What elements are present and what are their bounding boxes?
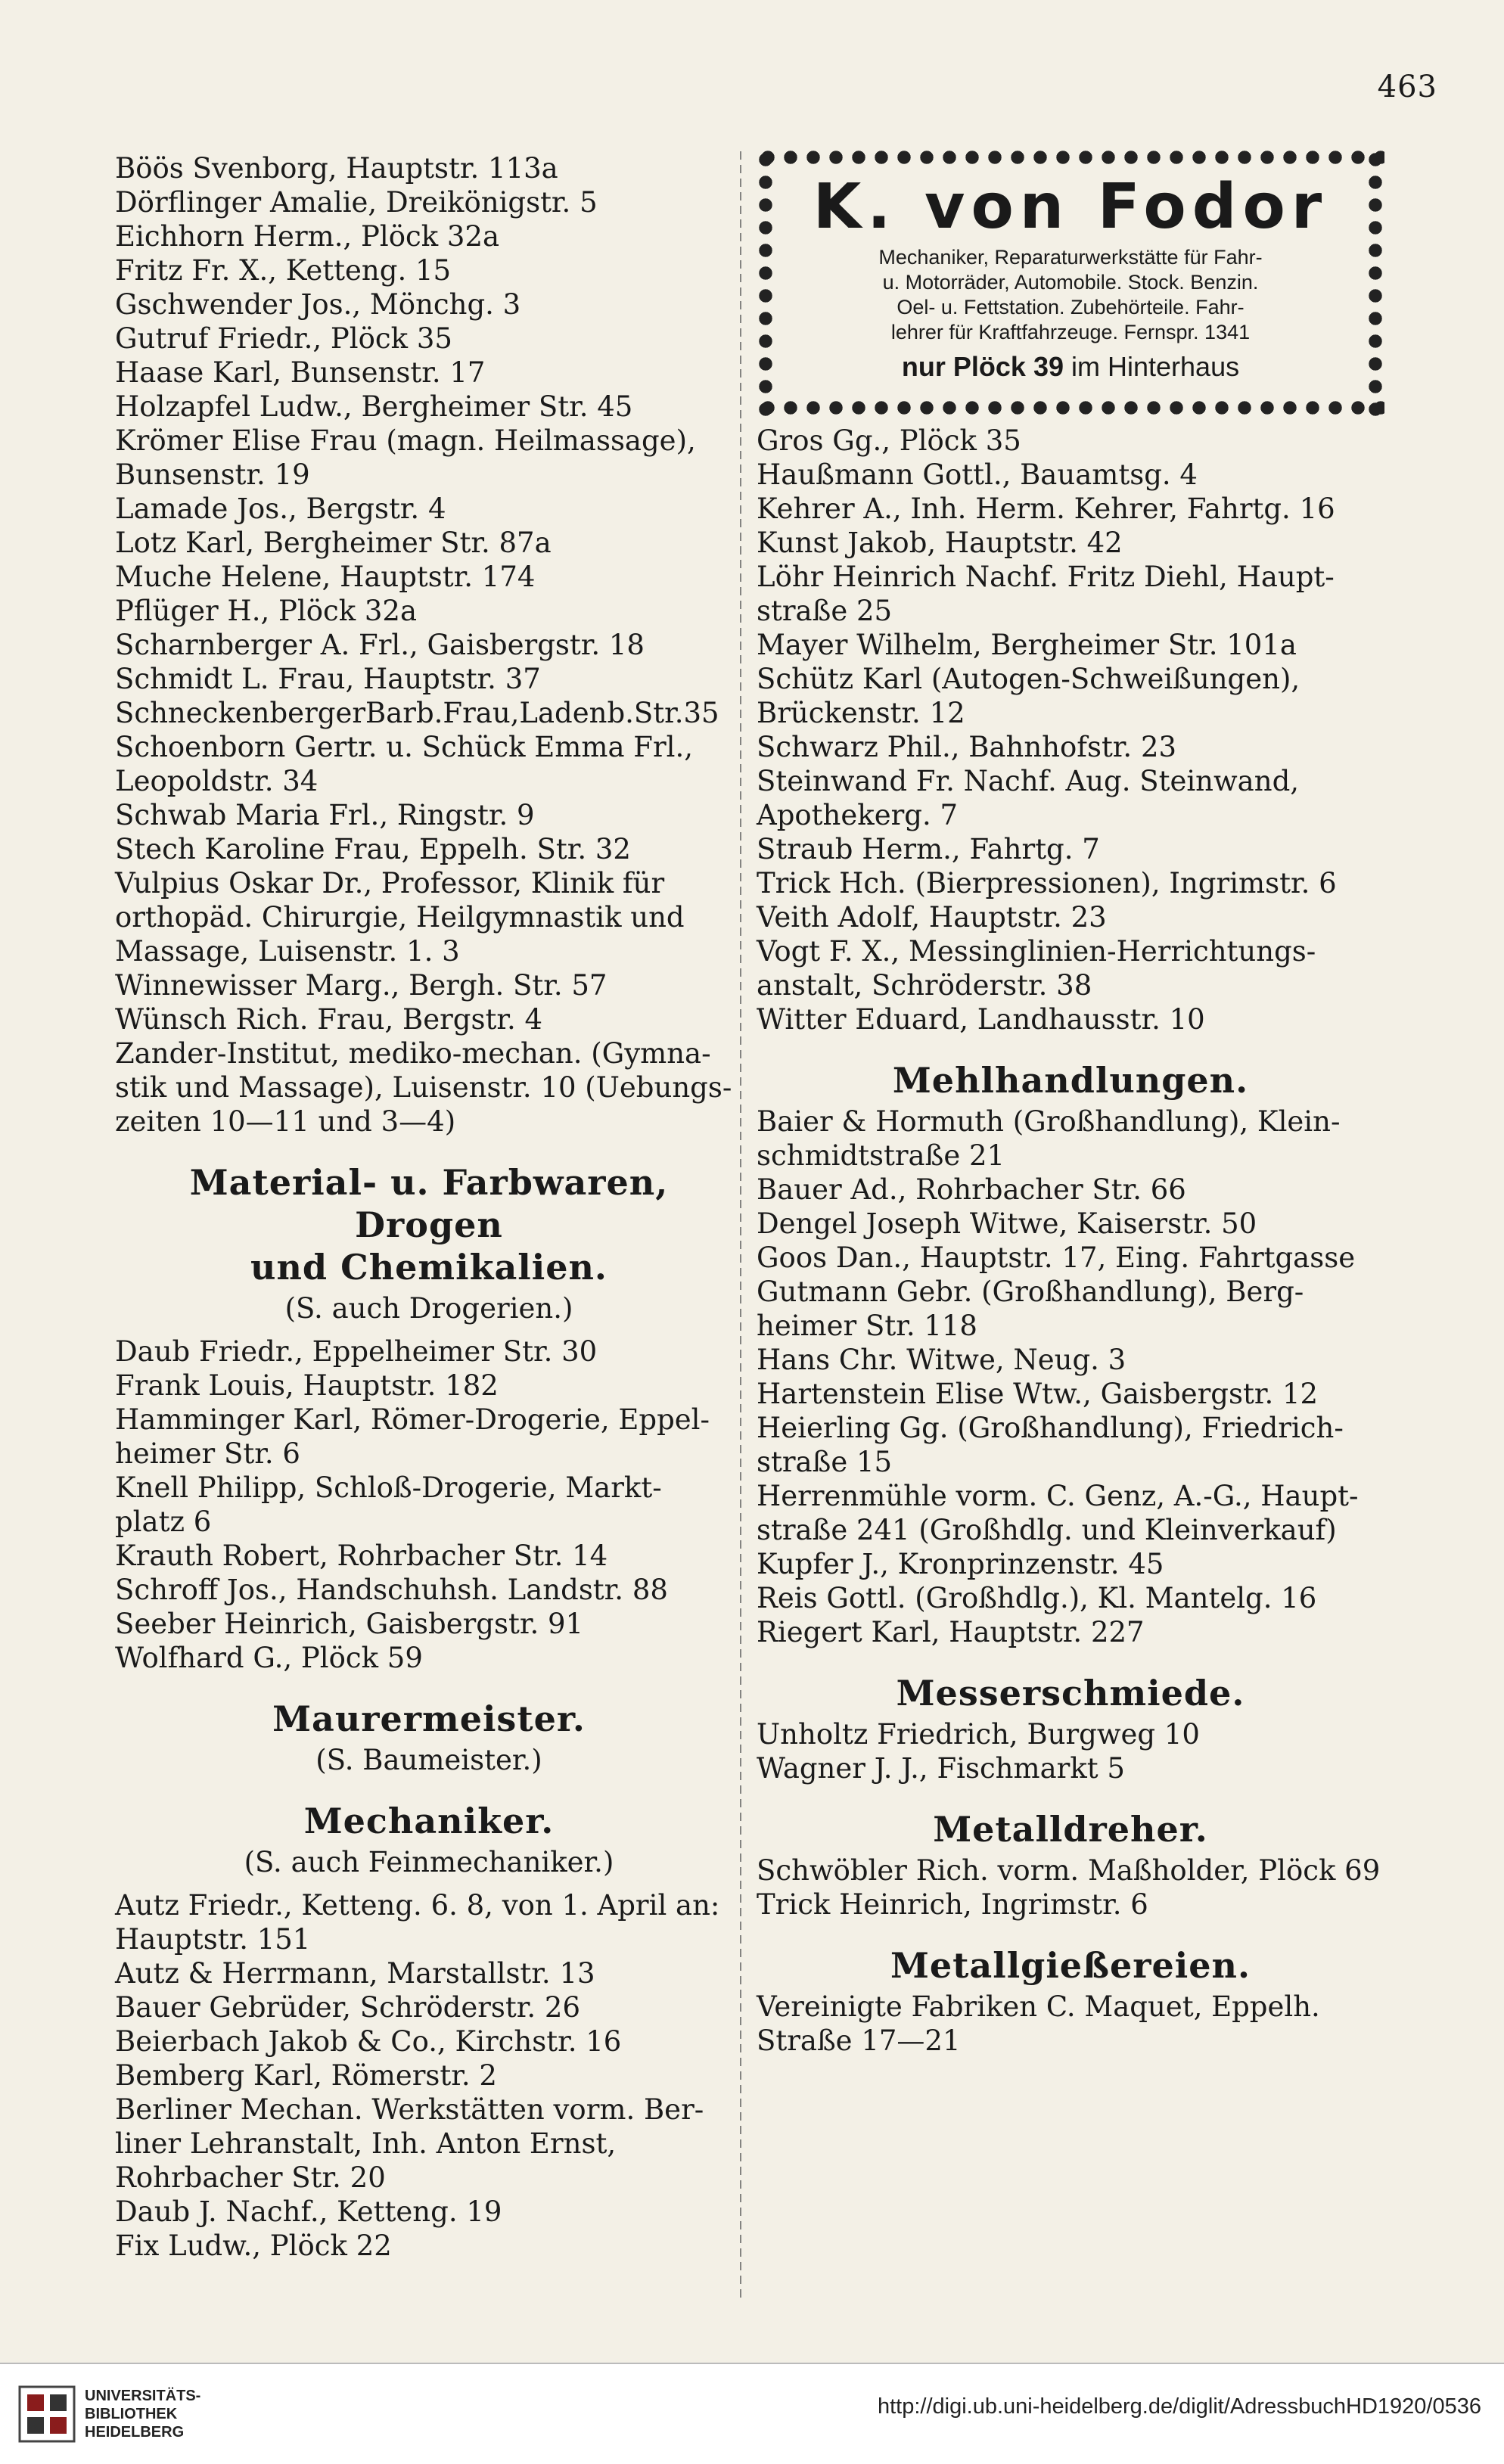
section-note-mechaniker: (S. auch Feinmechaniker.) [244, 1846, 614, 1878]
directory-entry: Trick Hch. (Bierpressionen), Ingrimstr. 6 [757, 867, 1337, 900]
directory-entry: Pflüger H., Plöck 32a [115, 595, 418, 627]
directory-entry: Autz & Herrmann, Marstallstr. 13 [115, 1957, 595, 1990]
directory-entry: Haase Karl, Bunsenstr. 17 [115, 356, 486, 389]
ad-border-right [1366, 148, 1384, 417]
entry-list [115, 151, 743, 1139]
directory-entry: Schwöbler Rich. vorm. Maßholder, Plöck 69 [757, 1854, 1381, 1887]
entry-list [757, 1717, 1384, 1785]
directory-entry: Wagner J. J., Fischmarkt 5 [757, 1752, 1125, 1785]
directory-entry: Veith Adolf, Hauptstr. 23 [757, 901, 1107, 934]
directory-entry: Kupfer J., Kronprinzenstr. 45 [757, 1548, 1164, 1580]
directory-entry: Seeber Heinrich, Gaisbergstr. 91 [115, 1608, 584, 1640]
directory-entry: Witter Eduard, Landhausstr. 10 [757, 1003, 1205, 1036]
directory-entry: Berliner Mechan. Werkstätten vorm. Ber- liner Lehranstalt, Inh. Anton Ernst, Rohrbacher Str. 20 [115, 2093, 704, 2194]
directory-entry: Daub Friedr., Eppelheimer Str. 30 [115, 1335, 598, 1368]
directory-entry: Bauer Ad., Rohrbacher Str. 66 [757, 1173, 1186, 1206]
directory-entry: Autz Friedr., Ketteng. 6. 8, von 1. April an: Hauptstr. 151 [115, 1889, 720, 1956]
library-name: UNIVERSITÄTS- BIBLIOTHEK HEIDELBERG [85, 2388, 201, 2441]
directory-entry: Steinwand Fr. Nachf. Aug. Steinwand, Apothekerg. 7 [757, 765, 1300, 831]
directory-entry: Reis Gottl. (Großhdlg.), Kl. Mantelg. 16 [757, 1582, 1317, 1614]
directory-entry: Krömer Elise Frau (magn. Heilmassage), Bunsenstr. 19 [115, 424, 696, 491]
directory-entry: Wünsch Rich. Frau, Bergstr. 4 [115, 1003, 543, 1036]
ad-address [778, 351, 1363, 383]
entry-list [115, 1888, 743, 2263]
directory-entry: Wolfhard G., Plöck 59 [115, 1642, 423, 1674]
ad-border-bottom [757, 399, 1384, 417]
directory-entry: Hamminger Karl, Römer-Drogerie, Eppel- heimer Str. 6 [115, 1403, 710, 1470]
directory-entry: Trick Heinrich, Ingrimstr. 6 [757, 1888, 1148, 1921]
section-title-mechaniker: Mechaniker. [303, 1801, 555, 1841]
directory-entry: Gros Gg., Plöck 35 [757, 424, 1021, 457]
section-title-maurer: Maurermeister. [272, 1698, 586, 1739]
section-note-maurer: (S. Baumeister.) [315, 1744, 542, 1776]
section-note-material: (S. auch Drogerien.) [284, 1292, 573, 1325]
directory-entry: Dengel Joseph Witwe, Kaiserstr. 50 [757, 1207, 1257, 1240]
directory-entry: Lotz Karl, Bergheimer Str. 87a [115, 527, 552, 559]
entry-list [757, 1105, 1384, 1649]
entry-list [757, 1990, 1384, 2058]
directory-entry: Bauer Gebrüder, Schröderstr. 26 [115, 1991, 581, 2024]
page-number: 463 [1377, 70, 1437, 104]
directory-entry: Löhr Heinrich Nachf. Fritz Diehl, Haupt- straße 25 [757, 561, 1335, 627]
directory-entry: Scharnberger A. Frl., Gaisbergstr. 18 [115, 629, 645, 661]
directory-entry: Fritz Fr. X., Ketteng. 15 [115, 254, 452, 287]
section-title-material: Material- u. Farbwaren, Drogen und Chemikalien. [189, 1162, 669, 1288]
directory-entry: Schütz Karl (Autogen-Schweißungen), Brückenstr. 12 [757, 663, 1300, 729]
directory-entry: Unholtz Friedrich, Burgweg 10 [757, 1718, 1200, 1751]
directory-entry: Vogt F. X., Messinglinien-Herrichtungs- anstalt, Schröderstr. 38 [757, 935, 1316, 1002]
directory-entry: Beierbach Jakob & Co., Kirchstr. 16 [115, 2025, 622, 2058]
directory-entry: Schwab Maria Frl., Ringstr. 9 [115, 799, 535, 831]
directory-entry: Goos Dan., Hauptstr. 17, Eing. Fahrtgasse [757, 1241, 1356, 1274]
directory-entry: Dörflinger Amalie, Dreikönigstr. 5 [115, 186, 598, 219]
section-title-metallgiess: Metallgießereien. [890, 1945, 1251, 1986]
directory-entry: Knell Philipp, Schloß-Drogerie, Markt- platz 6 [115, 1471, 662, 1538]
directory-entry: Straub Herm., Fahrtg. 7 [757, 833, 1100, 865]
ad-address-bold: nur Plöck 39 [901, 351, 1064, 382]
directory-entry: SchneckenbergerBarb.Frau,Ladenb.Str.35 [115, 697, 719, 729]
directory-entry: Muche Helene, Hauptstr. 174 [115, 561, 536, 593]
entry-list [115, 1335, 743, 1675]
entry-list [757, 424, 1384, 1036]
directory-entry: Böös Svenborg, Hauptstr. 113a [115, 152, 558, 185]
directory-entry: Hans Chr. Witwe, Neug. 3 [757, 1344, 1126, 1376]
ad-company-name: K. von Fodor [813, 171, 1328, 243]
directory-entry: Gutruf Friedr., Plöck 35 [115, 322, 452, 355]
directory-entry: Lamade Jos., Bergstr. 4 [115, 492, 446, 525]
section-title-metalldreher: Metalldreher. [933, 1809, 1208, 1850]
footer-bar [0, 2363, 1504, 2464]
ad-border-left [757, 148, 775, 417]
entry-list [757, 1853, 1384, 1922]
section-title-messer: Messerschmiede. [896, 1673, 1245, 1714]
directory-entry: Holzapfel Ludw., Bergheimer Str. 45 [115, 390, 633, 423]
left-column [115, 151, 743, 2263]
directory-entry: Winnewisser Marg., Bergh. Str. 57 [115, 969, 608, 1002]
ad-address-rest: im Hinterhaus [1064, 351, 1240, 382]
directory-entry: Mayer Wilhelm, Bergheimer Str. 101a [757, 629, 1297, 661]
directory-entry: Riegert Karl, Hauptstr. 227 [757, 1616, 1145, 1648]
directory-entry: Vereinigte Fabriken C. Maquet, Eppelh. Straße 17—21 [757, 1990, 1320, 2057]
directory-entry: Vulpius Oskar Dr., Professor, Klinik für orthopäd. Chirurgie, Heilgymnastik und Massage, Luisenstr. 1. 3 [115, 867, 685, 968]
directory-entry: Frank Louis, Hauptstr. 182 [115, 1369, 499, 1402]
directory-entry: Schwarz Phil., Bahnhofstr. 23 [757, 731, 1177, 763]
directory-entry: Heierling Gg. (Großhandlung), Friedrich- straße 15 [757, 1412, 1344, 1478]
directory-entry: Schoenborn Gertr. u. Schück Emma Frl., Leopoldstr. 34 [115, 731, 693, 797]
directory-entry: Hartenstein Elise Wtw., Gaisbergstr. 12 [757, 1378, 1319, 1410]
advertisement-box [757, 148, 1384, 417]
directory-entry: Schroff Jos., Handschuhsh. Landstr. 88 [115, 1574, 668, 1606]
directory-entry: Stech Karoline Frau, Eppelh. Str. 32 [115, 833, 631, 865]
directory-entry: Fix Ludw., Plöck 22 [115, 2229, 392, 2262]
library-logo-icon [17, 2384, 77, 2444]
directory-entry: Kunst Jakob, Hauptstr. 42 [757, 527, 1123, 559]
directory-entry: Eichhorn Herm., Plöck 32a [115, 220, 500, 253]
ad-description: Mechaniker, Reparaturwerkstätte für Fahr- u. Motorräder, Automobile. Stock. Benzin. Oel- u. Fettstation. Zubehörteile. Fahr- lehrer für Kraftfahrzeuge. Fernspr. 1341 [878, 246, 1263, 343]
directory-entry: Krauth Robert, Rohrbacher Str. 14 [115, 1540, 608, 1572]
directory-entry: Herrenmühle vorm. C. Genz, A.-G., Haupt- straße 241 (Großhdlg. und Kleinverkauf) [757, 1480, 1359, 1546]
directory-entry: Gschwender Jos., Mönchg. 3 [115, 288, 521, 321]
section-title-mehl: Mehlhandlungen. [892, 1060, 1249, 1101]
right-column [757, 424, 1384, 2058]
directory-entry: Zander-Institut, mediko-mechan. (Gymna- stik und Massage), Luisenstr. 10 (Uebungs- zeiten 10—11 und 3—4) [115, 1037, 732, 1138]
directory-entry: Baier & Hormuth (Großhandlung), Klein- schmidtstraße 21 [757, 1105, 1341, 1172]
directory-entry: Kehrer A., Inh. Herm. Kehrer, Fahrtg. 16 [757, 492, 1335, 525]
directory-entry: Schmidt L. Frau, Hauptstr. 37 [115, 663, 541, 695]
directory-entry: Gutmann Gebr. (Großhandlung), Berg- heimer Str. 118 [757, 1276, 1304, 1342]
ad-border-top [757, 148, 1384, 166]
directory-entry: Daub J. Nachf., Ketteng. 19 [115, 2195, 502, 2228]
directory-entry: Bemberg Karl, Römerstr. 2 [115, 2059, 497, 2092]
source-url-link[interactable]: http://digi.ub.uni-heidelberg.de/diglit/AdressbuchHD1920/0536 [877, 2394, 1481, 2419]
directory-entry: Haußmann Gottl., Bauamtsg. 4 [757, 458, 1198, 491]
